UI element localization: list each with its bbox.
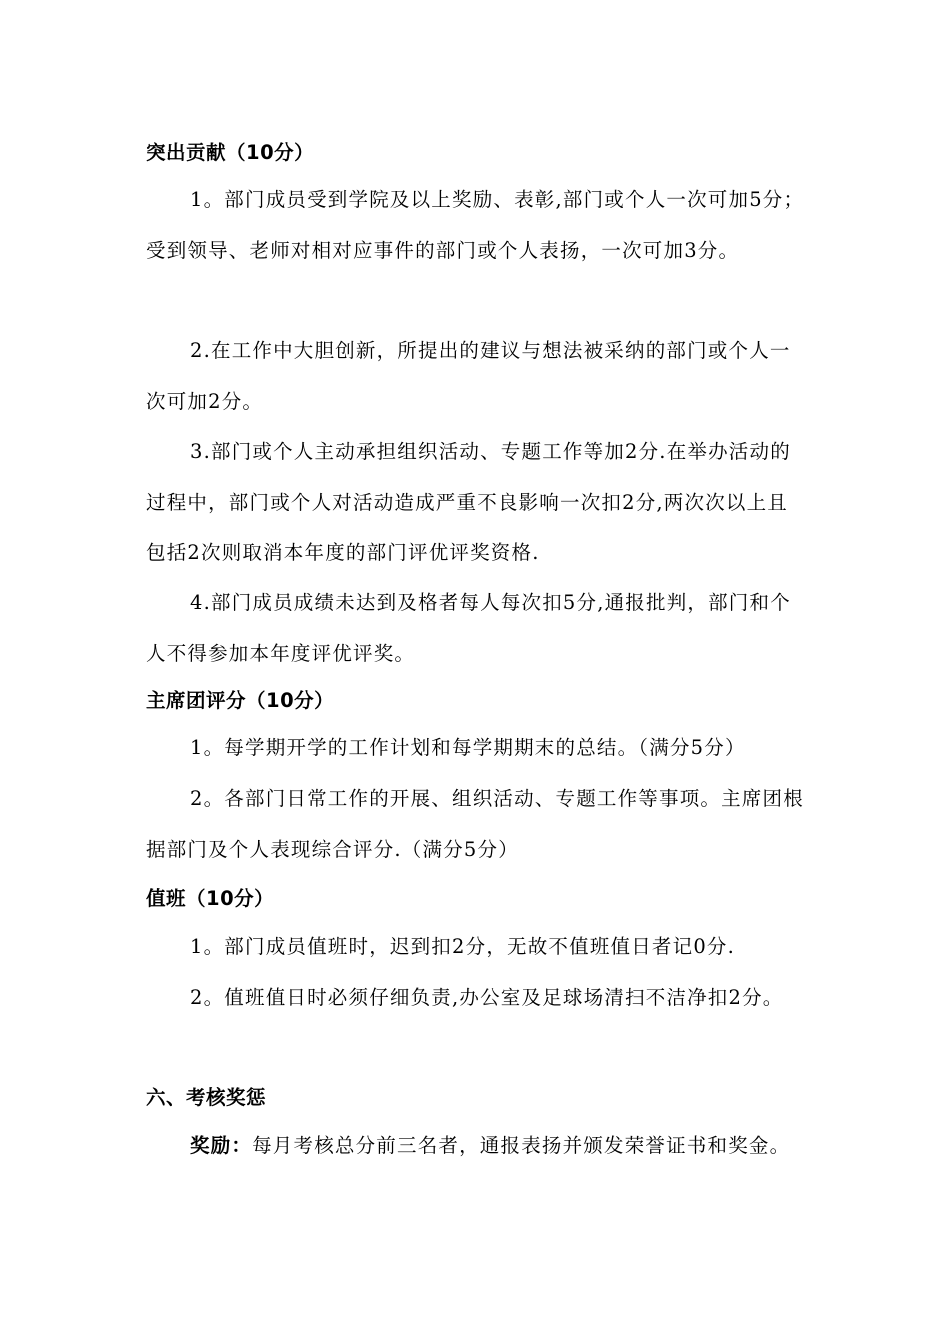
duty-item-1: 1。部门成员值班时，迟到扣2分，无故不值班值日者记0分. (190, 935, 736, 958)
reward-paragraph (146, 1121, 806, 1172)
contribution-item-4: 4.部门成员成绩未达到及格者每人每次扣5分,通报批判，部门和个人不得参加本年度评优评奖。 (146, 591, 791, 665)
contribution-item-3: 3.部门或个人主动承担组织活动、专题工作等加2分.在举办活动的过程中，部门或个人对活动造成严重不良影响一次扣2分,两次次以上且包括2次则取消本年度的部门评优评奖资格. (146, 440, 791, 564)
section-heading-contribution: 突出贡献（10分） (146, 141, 315, 164)
contribution-item-2: 2.在工作中大胆创新，所提出的建议与想法被采纳的部门或个人一次可加2分。 (146, 339, 791, 413)
contribution-item-1: 1。部门成员受到学院及以上奖励、表彰,部门或个人一次可加5分；受到领导、老师对相对应事件的部门或个人表扬，一次可加3分。 (146, 188, 805, 262)
presidium-item-1: 1。每学期开学的工作计划和每学期期末的总结。（满分5分） (190, 736, 746, 759)
duty-item-2: 2。值班值日时必须仔细负责,办公室及足球场清扫不洁净扣2分。 (190, 986, 784, 1009)
reward-label: 奖励： (190, 1134, 253, 1157)
section-heading-duty: 值班（10分） (146, 887, 275, 910)
section-heading-rewards: 六、考核奖惩 (146, 1086, 267, 1109)
presidium-item-2: 2。各部门日常工作的开展、组织活动、专题工作等事项。主席团根据部门及个人表现综合评分.（满分5分） (146, 787, 804, 861)
reward-text: 每月考核总分前三名者，通报表扬并颁发荣誉证书和奖金。 (252, 1134, 791, 1157)
section-heading-presidium: 主席团评分（10分） (146, 689, 335, 712)
